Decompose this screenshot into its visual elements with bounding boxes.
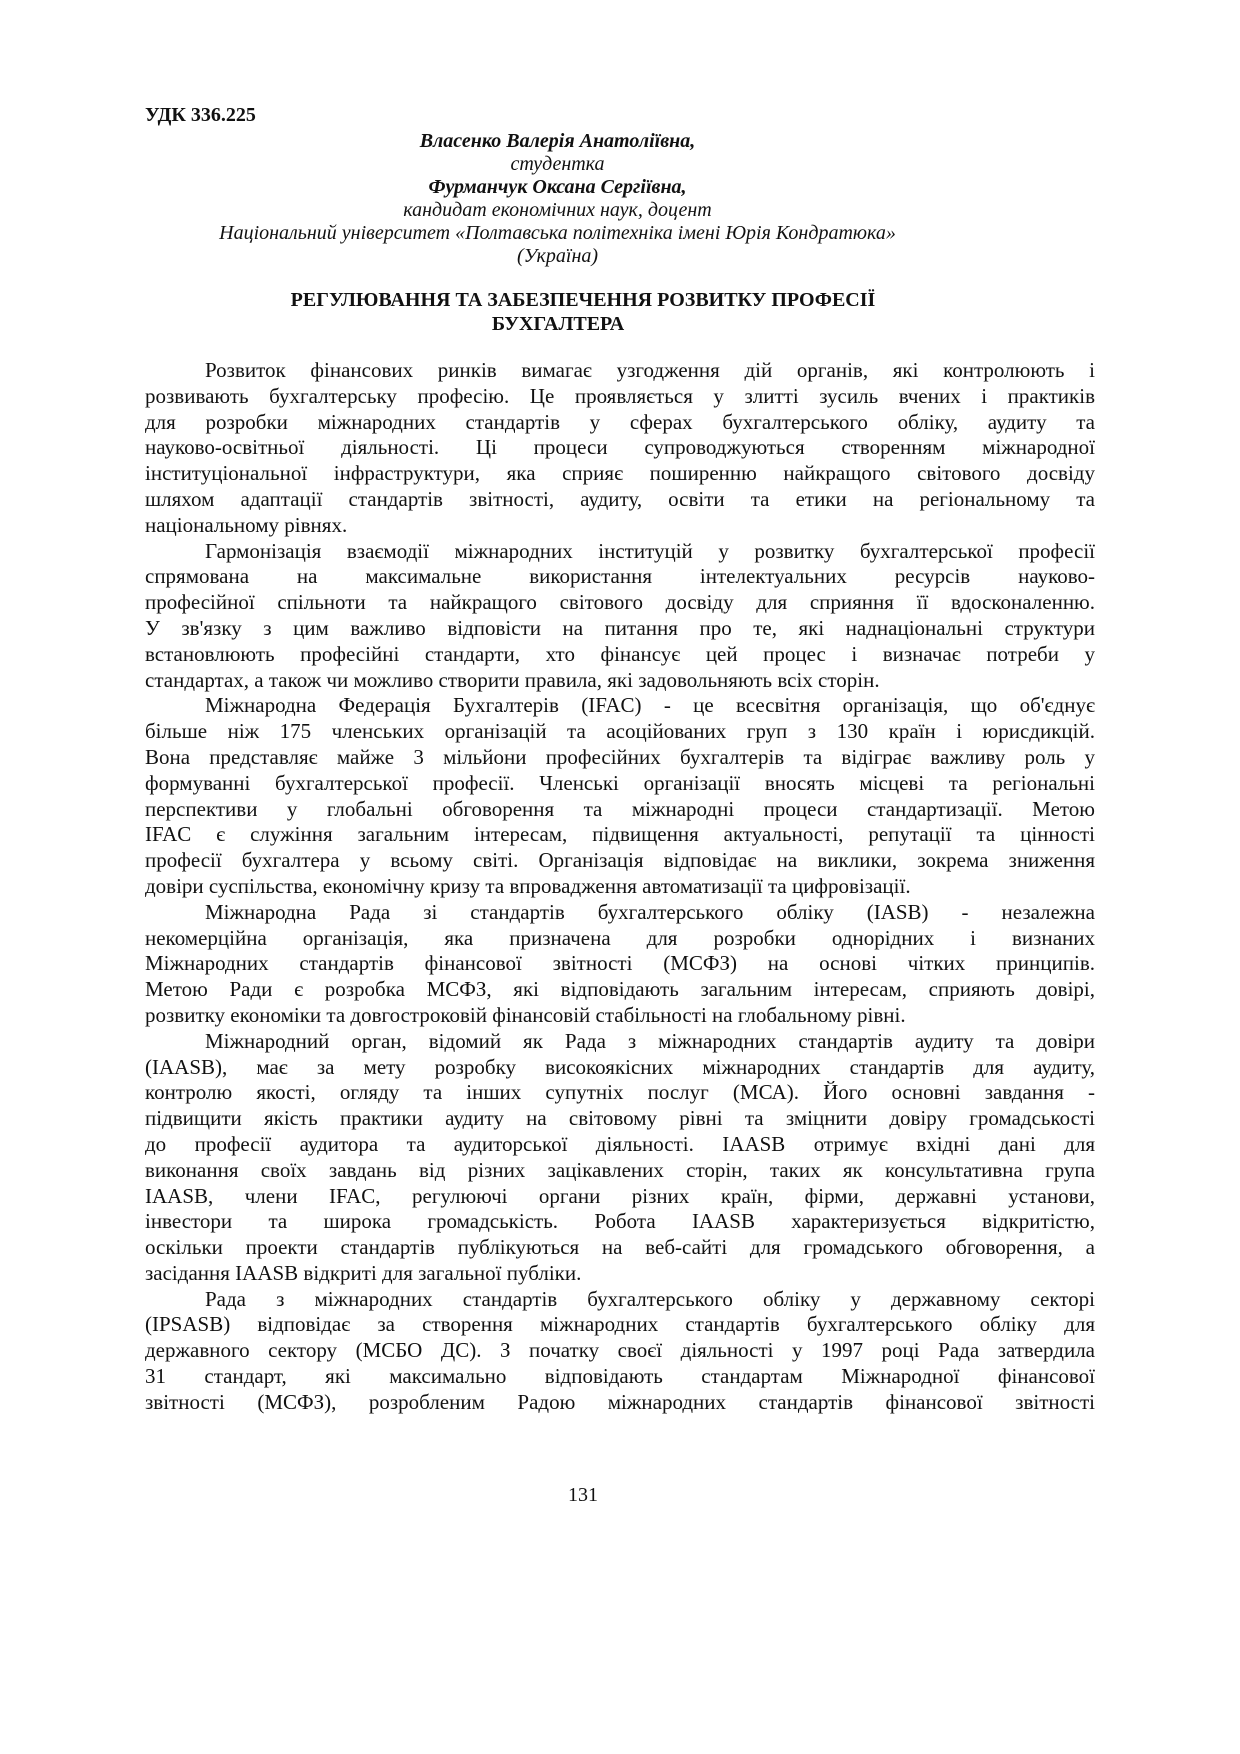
- text-line: Міжнародних стандартів фінансової звітності (МСФЗ) на основі чітких принципів.: [145, 951, 1095, 976]
- paragraph: [145, 1287, 1095, 1416]
- text-line: засідання IAASB відкриті для загальної публіки.: [145, 1260, 582, 1285]
- article-title-line-2: БУХГАЛТЕРА: [491, 313, 625, 335]
- text-line: некомерційна організація, яка призначена для розробки однорідних і визнаних: [145, 925, 1095, 950]
- text-line: Гармонізація взаємодії міжнародних інституцій у розвитку бухгалтерської професії: [205, 538, 1095, 563]
- text-line: (IAASB), має за мету розробку високоякісних міжнародних стандартів для аудиту,: [145, 1054, 1095, 1079]
- author-2-name: Фурманчук Оксана Сергіївна,: [428, 176, 687, 198]
- text-line: У зв'язку з цим важливо відповісти на питання про те, які наднаціональні структури: [145, 615, 1095, 640]
- text-line: Вона представляє майже 3 мільйони професійних бухгалтерів та відіграє важливу роль у: [145, 744, 1095, 769]
- text-line: Міжнародна Рада зі стандартів бухгалтерського обліку (IASB) - незалежна: [205, 899, 1095, 924]
- article-body: [145, 358, 1095, 1416]
- text-line: до професії аудитора та аудиторської діяльності. IAASB отримує вхідні дані для: [145, 1131, 1095, 1156]
- text-line: спрямована на максимальне використання інтелектуальних ресурсів науково-: [145, 564, 1095, 589]
- text-line: професії бухгалтера у всьому світі. Організація відповідає на виклики, зокрема зниження: [145, 848, 1095, 873]
- text-line: формуванні бухгалтерської професії. Членські організації вносять місцеві та регіональні: [145, 770, 1095, 795]
- text-line: національному рівнях.: [145, 512, 348, 537]
- paragraph: [145, 900, 1095, 1029]
- text-line: державного сектору (МСБО ДС). З початку своєї діяльності у 1997 році Рада затвердила: [145, 1338, 1095, 1363]
- author-1-name: Власенко Валерія Анатоліївна,: [419, 130, 696, 152]
- text-line: оскільки проекти стандартів публікуються на веб-сайті для громадського обговорення, а: [145, 1235, 1095, 1260]
- text-line: 31 стандарт, які максимально відповідають стандартам Міжнародної фінансової: [145, 1364, 1095, 1389]
- text-line: IFAC є служіння загальним інтересам, підвищення актуальності, репутації та цінності: [145, 822, 1095, 847]
- affiliation: Національний університет «Полтавська політехніка імені Юрія Кондратюка»: [219, 222, 896, 244]
- text-line: Метою Ради є розробка МСФЗ, які відповідають загальним інтересам, сприяють довірі,: [145, 977, 1095, 1002]
- paragraph: [145, 1029, 1095, 1287]
- text-line: контролю якості, огляду та інших супутніх послуг (МСА). Його основні завдання -: [145, 1080, 1095, 1105]
- text-line: шляхом адаптації стандартів звітності, аудиту, освіти та етики на регіональному та: [145, 486, 1095, 511]
- text-line: довіри суспільства, економічну кризу та впровадження автоматизації та цифровізації.: [145, 873, 911, 898]
- text-line: Міжнародна Федерація Бухгалтерів (IFAC) - це всесвітня організація, що об'єднує: [205, 693, 1095, 718]
- text-line: звітності (МСФЗ), розробленим Радою міжнародних стандартів фінансової звітності: [145, 1389, 1095, 1414]
- author-2-role: кандидат економічних наук, доцент: [403, 199, 712, 221]
- text-line: для розробки міжнародних стандартів у сферах бухгалтерського обліку, аудиту та: [145, 409, 1095, 434]
- page-number: 131: [568, 1484, 598, 1506]
- text-line: перспективи у глобальні обговорення та міжнародні процеси стандартизації. Метою: [145, 796, 1095, 821]
- text-line: виконання своїх завдань від різних зацікавлених сторін, таких як консультативна група: [145, 1157, 1095, 1182]
- text-line: Рада з міжнародних стандартів бухгалтерського обліку у державному секторі: [205, 1286, 1095, 1311]
- text-line: професійної спільноти та найкращого світового досвіду для сприяння її вдосконаленню.: [145, 590, 1095, 615]
- text-line: інвестори та широка громадськість. Робота IAASB характеризується відкритістю,: [145, 1209, 1095, 1234]
- text-line: розвивають бухгалтерську професію. Це проявляється у злитті зусиль вчених і практиків: [145, 383, 1095, 408]
- text-line: науково-освітньої діяльності. Ці процеси супроводжуються створенням міжнародної: [145, 435, 1095, 460]
- udc-code: УДК 336.225: [145, 104, 256, 126]
- author-1-role: студентка: [510, 153, 605, 175]
- text-line: стандартах, а також чи можливо створити правила, які задовольняють всіх сторін.: [145, 667, 880, 692]
- text-line: інституціональної інфраструктури, яка сприяє поширенню найкращого світового досвіду: [145, 461, 1095, 486]
- text-line: Міжнародний орган, відомий як Рада з міжнародних стандартів аудиту та довіри: [205, 1028, 1095, 1053]
- text-line: більше ніж 175 членських організацій та асоційованих груп з 130 країн і юрисдикцій.: [145, 719, 1095, 744]
- country: (Україна): [516, 245, 599, 267]
- paragraph: [145, 539, 1095, 694]
- paragraph: [145, 358, 1095, 539]
- text-line: підвищити якість практики аудиту на світовому рівні та зміцнити довіру громадськості: [145, 1106, 1095, 1131]
- text-line: розвитку економіки та довгостроковій фінансовій стабільності на глобальному рівні.: [145, 1002, 906, 1027]
- article-title-line-1: РЕГУЛЮВАННЯ ТА ЗАБЕЗПЕЧЕННЯ РОЗВИТКУ ПРОФЕСІЇ: [290, 289, 876, 311]
- text-line: IAASB, члени IFAC, регулюючі органи різних країн, фірми, державні установи,: [145, 1183, 1095, 1208]
- text-line: встановлюють професійні стандарти, хто фінансує цей процес і визначає потреби у: [145, 641, 1095, 666]
- paragraph: [145, 693, 1095, 899]
- text-line: (IPSASB) відповідає за створення міжнародних стандартів бухгалтерського обліку для: [145, 1312, 1095, 1337]
- text-line: Розвиток фінансових ринків вимагає узгодження дій органів, які контролюють і: [205, 358, 1095, 382]
